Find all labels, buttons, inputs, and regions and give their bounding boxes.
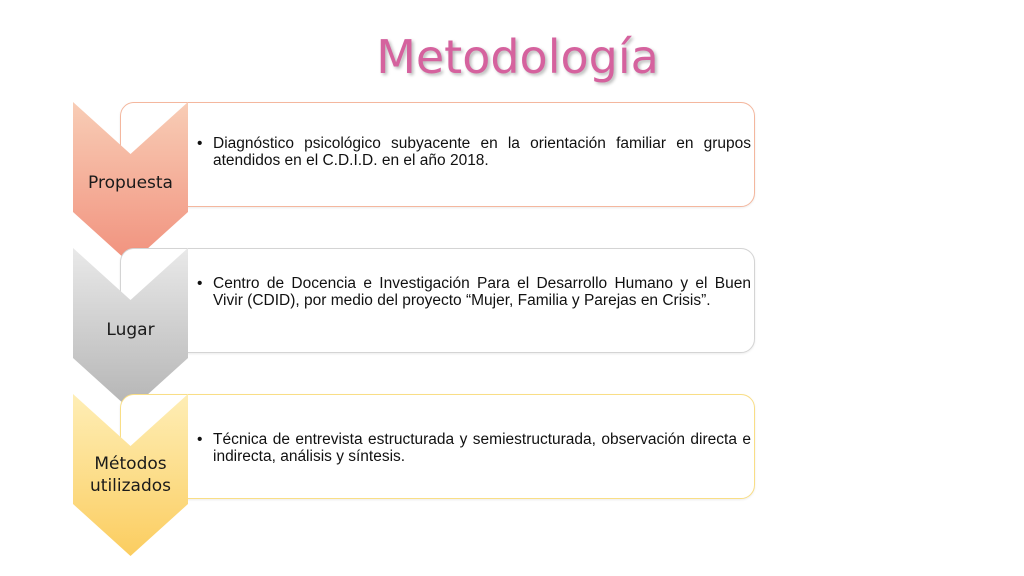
description-list [197,431,751,465]
diagram-row-metodos [0,394,1024,556]
description-list [197,275,751,309]
diagram-row-lugar [0,248,1024,410]
description-bullet: • Centro de Docencia e Investigación Para el Desarrollo Humano y el Buen Vivir (CDID), por medio del proyecto “Mujer, Familia y Parejas en Crisis”. [197,275,751,309]
chevron-label: Lugar [106,320,155,340]
description-card [120,248,755,353]
description-card [120,394,755,499]
chevron-label [73,453,188,497]
description-card [120,102,755,207]
description-bullet: • Técnica de entrevista estructurada y semiestructurada, observación directa e indirecta, análisis y síntesis. [197,431,751,465]
description-bullet: • Diagnóstico psicológico subyacente en la orientación familiar en grupos atendidos en el C.D.I.D. en el año 2018. [197,135,751,169]
chevron-label: Propuesta [88,173,173,193]
chevron-label-line: utilizados [90,476,171,496]
diagram-row-propuesta [0,102,1024,264]
slide-title: Metodología [376,30,659,84]
description-list [197,135,751,169]
chevron-label-line: Métodos [94,454,167,474]
